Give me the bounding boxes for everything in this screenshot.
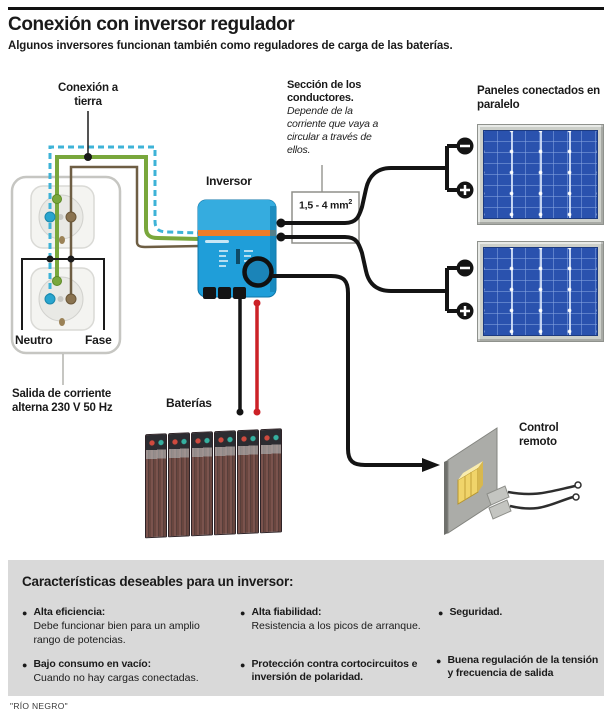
battery-cables (237, 299, 261, 416)
conductor-size-label (294, 199, 357, 212)
feature-item: ● Buena regulación de la tensión y frecuencia de salida (436, 654, 606, 681)
ground-pointer (84, 111, 92, 161)
solar-panel-2 (477, 241, 604, 342)
battery-cell (145, 433, 167, 538)
ground-label: Conexión a tierra (58, 82, 118, 108)
feature-item: ● Bajo consumo en vacío: Cuando no hay cargas conectadas. (22, 658, 199, 685)
bullet-icon: ● (438, 608, 444, 618)
battery-cell (191, 431, 213, 536)
remote-wire (272, 276, 440, 472)
solar-cells (483, 247, 598, 336)
bullet-icon: ● (22, 608, 28, 618)
bullet-icon: ● (240, 608, 246, 618)
phase-label: Fase (85, 333, 112, 347)
panel-terminals (457, 138, 474, 320)
panels-label: Paneles conectados en paralelo (477, 85, 600, 111)
neutral-hole-icon (45, 294, 55, 304)
neutral-label: Neutro (15, 333, 53, 347)
ground-pin-icon (53, 277, 62, 286)
battery-cell (214, 430, 236, 535)
page-subtitle: Algunos inversores funcionan también como reguladores de carga de las baterías. (8, 40, 453, 52)
bullet-icon: ● (240, 660, 246, 670)
inverter-device (198, 200, 286, 299)
feature-item: ● Alta fiabilidad: Resistencia a los picos de arranque. (240, 606, 421, 633)
battery-cell (260, 428, 282, 533)
source-credit: "RÍO NEGRO" (10, 701, 68, 711)
feature-item: ● Alta eficiencia: Debe funcionar bien para un amplio rango de potencias. (22, 606, 200, 646)
page-title: Conexión con inversor regulador (8, 14, 295, 35)
ground-pin-icon (53, 195, 62, 204)
neutral-hole-icon (45, 212, 55, 222)
bullet-icon: ● (436, 656, 442, 666)
bullet-icon: ● (22, 660, 28, 670)
comm-port-highlight-ring (245, 259, 272, 286)
battery-bank (145, 410, 295, 539)
battery-cell (237, 429, 259, 534)
inverter-switch-icon (236, 249, 240, 264)
battery-cell (168, 432, 190, 537)
features-title: Características deseables para un inversor: (22, 574, 294, 589)
remote-label: Control remoto (519, 422, 559, 448)
solar-panel-1 (477, 124, 604, 225)
phase-hole-icon (66, 212, 76, 222)
conductor-size-value: 1,5 - 4 mm (298, 199, 349, 212)
inverter-logo (205, 240, 229, 243)
arrowhead-icon (422, 458, 440, 472)
batteries-label: Baterías (166, 396, 212, 410)
ac-output-label: Salida de corriente alterna 230 V 50 Hz (12, 388, 113, 414)
features-box (8, 560, 604, 696)
feature-item: ● Seguridad. (438, 606, 598, 620)
conductor-size-exponent: 2 (348, 199, 353, 206)
conductors-note: Depende de la corriente que vaya a circular a través de ellos. (287, 105, 379, 157)
inverter-stripe (198, 230, 276, 236)
conductors-title: Sección de los conductores. (287, 79, 362, 104)
inverter-label: Inversor (206, 174, 252, 188)
solar-cells (483, 130, 598, 219)
feature-item: ● Protección contra cortocircuitos e inversión de polaridad. (240, 658, 445, 685)
phase-hole-icon (66, 294, 76, 304)
